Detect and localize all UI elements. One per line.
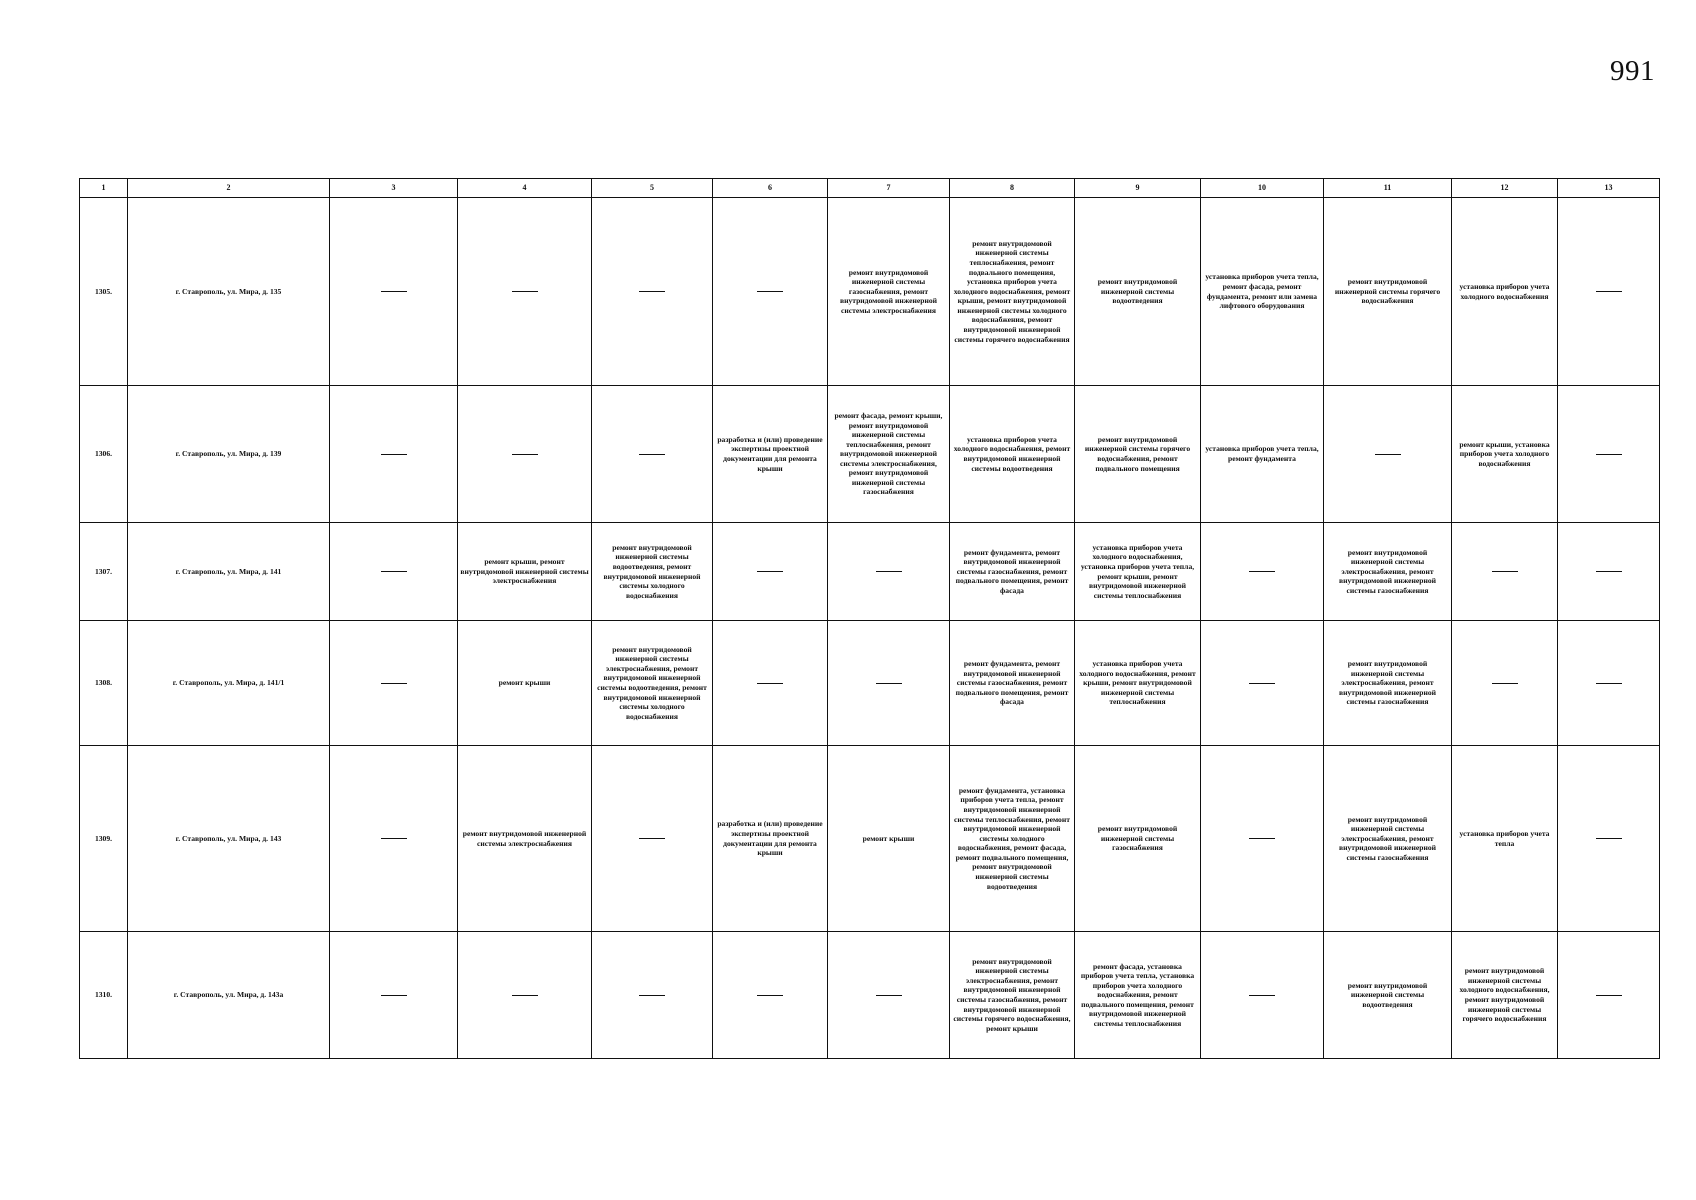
work-type-text: ремонт внутридомовой инженерной системы электроснабжения <box>462 828 587 848</box>
work-type-text: ремонт внутридомовой инженерной системы водоотведения <box>1097 277 1178 306</box>
dash-mark <box>1492 571 1518 572</box>
dash-mark <box>1596 683 1622 684</box>
work-type-cell <box>1324 621 1452 746</box>
work-type-text: ремонт фасада, ремонт крыши, ремонт внутридомовой инженерной системы теплоснабжения, ремонт внутридомовой инженерной системы электроснабжения, ремонт внутридомовой инженерной системы газоснабжения <box>834 410 943 497</box>
work-type-text: ремонт внутридомовой инженерной системы электроснабжения, ремонт внутридомовой инженерной системы газоснабжения <box>1338 814 1437 862</box>
dash-mark <box>1596 995 1622 996</box>
work-type-text: ремонт внутридомовой инженерной системы электроснабжения, ремонт внутридомовой инженерной системы газоснабжения, ремонт внутридомовой инженерной системы горячего водоснабжения, ремонт крыши <box>953 956 1071 1033</box>
row-number: 1307. <box>80 523 128 621</box>
work-type-text: ремонт фундамента, установка приборов учета тепла, ремонт внутридомовой инженерной системы теплоснабжения, ремонт внутридомовой инженерной системы холодного водоснабжения, ремонт фасада, ремонт подвального помещения, ремонт внутридомовой инженерной системы водоотведения <box>954 785 1070 891</box>
table-row <box>80 621 1660 746</box>
empty-cell <box>713 198 828 386</box>
work-type-cell <box>1075 386 1201 523</box>
dash-mark <box>381 571 407 572</box>
empty-cell <box>330 523 458 621</box>
dash-mark <box>512 291 538 292</box>
empty-cell <box>458 932 592 1059</box>
work-type-text: разработка и (или) проведение экспертизы проектной документации для ремонта крыши <box>717 819 823 858</box>
empty-cell <box>592 198 713 386</box>
empty-cell <box>330 621 458 746</box>
dash-mark <box>512 995 538 996</box>
dash-mark <box>639 454 665 455</box>
column-header: 12 <box>1452 179 1558 198</box>
work-type-text: ремонт внутридомовой инженерной системы водоотведения <box>1347 980 1428 1009</box>
work-type-text: ремонт внутридомовой инженерной системы теплоснабжения, ремонт подвального помещения, установка приборов учета холодного водоснабжения, ремонт крыши, ремонт внутридомовой инженерной системы холодного водоснабжения, ремонт внутридомовой инженерной системы горячего водоснабжения <box>953 238 1071 344</box>
column-header: 7 <box>828 179 950 198</box>
empty-cell <box>828 621 950 746</box>
column-header: 3 <box>330 179 458 198</box>
work-type-text: ремонт крыши <box>498 678 551 688</box>
empty-cell <box>1324 386 1452 523</box>
empty-cell <box>458 198 592 386</box>
work-type-cell <box>1201 198 1324 386</box>
dash-mark <box>1596 571 1622 572</box>
column-header: 4 <box>458 179 592 198</box>
empty-cell <box>1201 621 1324 746</box>
dash-mark <box>1249 995 1275 996</box>
table-body <box>80 198 1660 1059</box>
work-type-text: ремонт внутридомовой инженерной системы водоотведения, ремонт внутридомовой инженерной системы холодного водоснабжения <box>603 542 701 600</box>
dash-mark <box>1492 683 1518 684</box>
work-type-cell <box>713 386 828 523</box>
work-type-text: ремонт внутридомовой инженерной системы горячего водоснабжения <box>1334 277 1441 306</box>
dash-mark <box>757 291 783 292</box>
table-row <box>80 198 1660 386</box>
work-type-text: установка приборов учета холодного водоснабжения, ремонт крыши, ремонт внутридомовой инженерной системы теплоснабжения <box>1079 659 1196 707</box>
column-header: 11 <box>1324 179 1452 198</box>
empty-cell <box>592 386 713 523</box>
work-type-cell <box>1075 746 1201 932</box>
work-type-cell <box>1452 746 1558 932</box>
row-number: 1306. <box>80 386 128 523</box>
dash-mark <box>1249 683 1275 684</box>
address-cell: г. Ставрополь, ул. Мира, д. 141 <box>128 523 330 621</box>
work-type-cell <box>1075 523 1201 621</box>
work-type-cell <box>1452 386 1558 523</box>
empty-cell <box>828 932 950 1059</box>
empty-cell <box>1558 932 1660 1059</box>
dash-mark <box>876 995 902 996</box>
work-type-cell <box>1324 746 1452 932</box>
work-type-text: ремонт внутридомовой инженерной системы электроснабжения, ремонт внутридомовой инженерной системы газоснабжения <box>1338 547 1437 595</box>
work-type-cell <box>1452 932 1558 1059</box>
work-type-cell <box>828 198 950 386</box>
work-type-text: ремонт внутридомовой инженерной системы газоснабжения <box>1097 824 1178 853</box>
dash-mark <box>381 683 407 684</box>
empty-cell <box>1452 621 1558 746</box>
column-header: 8 <box>950 179 1075 198</box>
column-header: 10 <box>1201 179 1324 198</box>
work-type-cell <box>592 523 713 621</box>
work-type-text: ремонт крыши <box>862 833 915 843</box>
empty-cell <box>458 386 592 523</box>
row-number: 1309. <box>80 746 128 932</box>
address-cell: г. Ставрополь, ул. Мира, д. 139 <box>128 386 330 523</box>
work-type-text: разработка и (или) проведение экспертизы проектной документации для ремонта крыши <box>717 434 823 473</box>
dash-mark <box>381 838 407 839</box>
work-type-text: установка приборов учета тепла, ремонт фундамента <box>1205 444 1319 463</box>
work-type-cell <box>1324 523 1452 621</box>
work-type-cell <box>1324 198 1452 386</box>
empty-cell <box>330 386 458 523</box>
column-header: 6 <box>713 179 828 198</box>
empty-cell <box>1558 523 1660 621</box>
empty-cell <box>713 621 828 746</box>
empty-cell <box>828 523 950 621</box>
empty-cell <box>330 932 458 1059</box>
dash-mark <box>1596 454 1622 455</box>
work-type-cell <box>950 932 1075 1059</box>
page-number: 991 <box>1610 55 1655 87</box>
empty-cell <box>1201 746 1324 932</box>
work-type-text: ремонт внутридомовой инженерной системы электроснабжения, ремонт внутридомовой инженерной системы водоотведения, ремонт внутридомовой инженерной системы холодного водоснабжения <box>597 644 707 721</box>
row-number: 1305. <box>80 198 128 386</box>
work-type-cell <box>950 523 1075 621</box>
work-type-cell <box>950 198 1075 386</box>
dash-mark <box>876 683 902 684</box>
work-type-text: установка приборов учета холодного водоснабжения <box>1459 281 1550 301</box>
dash-mark <box>757 571 783 572</box>
column-header: 13 <box>1558 179 1660 198</box>
work-type-cell <box>1452 198 1558 386</box>
empty-cell <box>1201 523 1324 621</box>
work-type-cell <box>1201 386 1324 523</box>
dash-mark <box>1596 838 1622 839</box>
row-number: 1310. <box>80 932 128 1059</box>
empty-cell <box>1558 198 1660 386</box>
repair-schedule-table <box>79 178 1660 1059</box>
column-header: 9 <box>1075 179 1201 198</box>
work-type-cell <box>828 746 950 932</box>
column-header: 1 <box>80 179 128 198</box>
empty-cell <box>713 523 828 621</box>
empty-cell <box>1201 932 1324 1059</box>
work-type-cell <box>950 386 1075 523</box>
dash-mark <box>757 683 783 684</box>
work-type-cell <box>1075 621 1201 746</box>
empty-cell <box>1558 621 1660 746</box>
work-type-cell <box>828 386 950 523</box>
work-type-cell <box>1075 198 1201 386</box>
column-header: 2 <box>128 179 330 198</box>
dash-mark <box>381 995 407 996</box>
empty-cell <box>1558 386 1660 523</box>
address-cell: г. Ставрополь, ул. Мира, д. 143а <box>128 932 330 1059</box>
address-cell: г. Ставрополь, ул. Мира, д. 135 <box>128 198 330 386</box>
table-row <box>80 386 1660 523</box>
dash-mark <box>381 454 407 455</box>
dash-mark <box>876 571 902 572</box>
work-type-text: установка приборов учета тепла <box>1459 828 1550 848</box>
work-type-text: ремонт внутридомовой инженерной системы электроснабжения, ремонт внутридомовой инженерной системы газоснабжения <box>1338 659 1437 707</box>
column-number-row <box>80 179 1660 198</box>
row-number: 1308. <box>80 621 128 746</box>
empty-cell <box>592 932 713 1059</box>
work-type-cell <box>950 621 1075 746</box>
dash-mark <box>381 291 407 292</box>
work-type-cell <box>950 746 1075 932</box>
dash-mark <box>1596 291 1622 292</box>
work-type-cell <box>592 621 713 746</box>
empty-cell <box>592 746 713 932</box>
work-type-cell <box>713 746 828 932</box>
work-type-cell <box>1075 932 1201 1059</box>
dash-mark <box>757 995 783 996</box>
work-type-cell <box>1324 932 1452 1059</box>
dash-mark <box>639 291 665 292</box>
table-row <box>80 932 1660 1059</box>
empty-cell <box>1452 523 1558 621</box>
work-type-cell <box>458 621 592 746</box>
work-type-cell <box>458 523 592 621</box>
work-type-text: ремонт внутридомовой инженерной системы холодного водоснабжения, ремонт внутридомовой инженерной системы горячего водоснабжения <box>1459 966 1550 1024</box>
work-type-cell <box>458 746 592 932</box>
work-type-text: ремонт крыши, установка приборов учета холодного водоснабжения <box>1459 439 1550 468</box>
address-cell: г. Ставрополь, ул. Мира, д. 141/1 <box>128 621 330 746</box>
address-cell: г. Ставрополь, ул. Мира, д. 143 <box>128 746 330 932</box>
work-type-text: ремонт внутридомовой инженерной системы газоснабжения, ремонт внутридомовой инженерной системы электроснабжения <box>839 267 938 315</box>
work-type-text: установка приборов учета тепла, ремонт фасада, ремонт фундамента, ремонт или замена лифтового оборудования <box>1205 272 1319 311</box>
empty-cell <box>330 198 458 386</box>
dash-mark <box>1249 838 1275 839</box>
work-type-text: ремонт крыши, ремонт внутридомовой инженерной системы электроснабжения <box>460 557 589 586</box>
column-header: 5 <box>592 179 713 198</box>
dash-mark <box>512 454 538 455</box>
work-type-text: ремонт внутридомовой инженерной системы горячего водоснабжения, ремонт подвального помещения <box>1084 434 1191 473</box>
empty-cell <box>1558 746 1660 932</box>
dash-mark <box>1249 571 1275 572</box>
dash-mark <box>639 995 665 996</box>
work-type-text: ремонт фундамента, ремонт внутридомовой инженерной системы газоснабжения, ремонт подвального помещения, ремонт фасада <box>955 547 1069 595</box>
empty-cell <box>713 932 828 1059</box>
dash-mark <box>1375 454 1401 455</box>
work-type-text: установка приборов учета холодного водоснабжения, ремонт внутридомовой инженерной системы водоотведения <box>953 434 1071 473</box>
work-type-text: ремонт фасада, установка приборов учета тепла, установка приборов учета холодного водоснабжения, ремонт подвального помещения, ремонт внутридомовой инженерной системы теплоснабжения <box>1080 961 1195 1028</box>
table-row <box>80 746 1660 932</box>
table-row <box>80 523 1660 621</box>
work-type-text: ремонт фундамента, ремонт внутридомовой инженерной системы газоснабжения, ремонт подвального помещения, ремонт фасада <box>955 659 1069 707</box>
dash-mark <box>639 838 665 839</box>
work-type-text: установка приборов учета холодного водоснабжения, установка приборов учета тепла, ремонт крыши, ремонт внутридомовой инженерной системы теплоснабжения <box>1080 542 1195 600</box>
empty-cell <box>330 746 458 932</box>
